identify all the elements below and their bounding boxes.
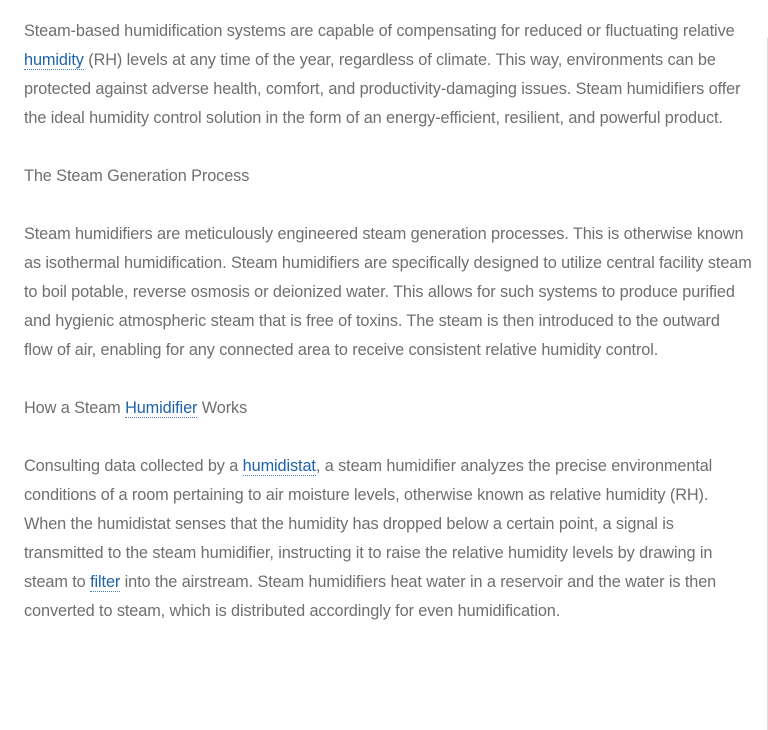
filter-link[interactable]: filter	[90, 573, 121, 591]
how-text-after: into the airstream. Steam humidifiers heat water in a reservoir and the water is then converted to steam, which is distributed accordingly for even humidification.	[24, 573, 717, 620]
heading-text-after: Works	[197, 399, 248, 417]
section-heading-steam-generation: The Steam Generation Process	[24, 167, 250, 185]
how-text-middle: , a steam humidifier analyzes the precise environmental conditions of a room pertaining to air moisture levels, otherwise known as relative humidity (RH). When the humidistat senses that the humidity has dropped below a certain point, a signal is transmitted to the steam humidifier, instructing it to raise the relative humidity levels by drawing in steam to	[24, 457, 713, 591]
section-heading-how-it-works	[24, 394, 752, 423]
humidistat-link[interactable]: humidistat	[242, 457, 316, 475]
article-body	[24, 17, 752, 655]
how-text-before: Consulting data collected by a	[24, 457, 243, 475]
how-it-works-paragraph	[24, 452, 752, 626]
intro-text-after: (RH) levels at any time of the year, regardless of climate. This way, environments can be protected against adverse health, comfort, and productivity-damaging issues. Steam humidifiers offer the ideal humidity control solution in the form of an energy-efficient, resilient, and powerful product.	[24, 51, 741, 127]
heading-text-before: How a Steam	[24, 399, 126, 417]
steam-generation-paragraph: Steam humidifiers are meticulously engineered steam generation processes. This is otherwise known as isothermal humidification. Steam humidifiers are specifically designed to utilize central facility steam to boil potable, reverse osmosis or deionized water. This allows for such systems to produce purified and hygienic atmospheric steam that is free of toxins. The steam is then introduced to the outward flow of air, enabling for any connected area to receive consistent relative humidity control.	[24, 225, 752, 359]
intro-text-before: Steam-based humidification systems are capable of compensating for reduced or fluctuating relative	[24, 22, 735, 40]
humidity-link[interactable]: humidity	[24, 51, 84, 69]
intro-paragraph	[24, 17, 752, 133]
humidifier-link[interactable]: Humidifier	[125, 399, 198, 417]
